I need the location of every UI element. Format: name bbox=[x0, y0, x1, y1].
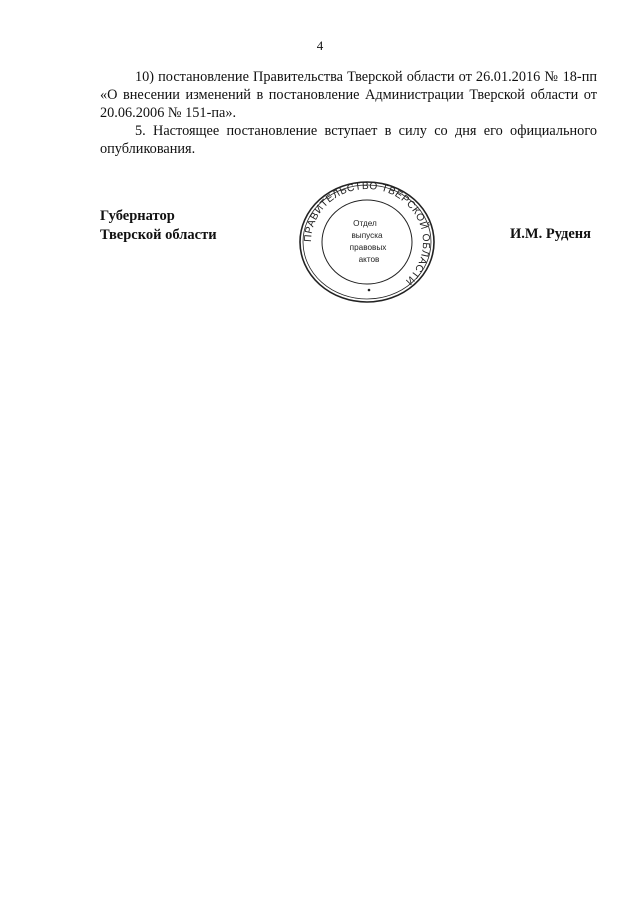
signature-title-line1: Губернатор bbox=[100, 208, 175, 224]
stamp-center-line-1: Отдел bbox=[353, 219, 377, 228]
stamp-text-ring bbox=[322, 200, 412, 284]
paragraph-item-10: 10) постановление Правительства Тверской области от 26.01.2016 № 18-пп «О внесении изменений в постановление Администрации Тверской области от 20.06.2006 № 151-па». bbox=[100, 69, 597, 121]
stamp-center-line-4: актов bbox=[358, 255, 380, 264]
stamp-center-line-3: правовых bbox=[349, 243, 387, 252]
signature-title-line2: Тверской области bbox=[100, 227, 217, 243]
signature-name: И.М. Руденя bbox=[510, 226, 592, 242]
paragraph-item-5: 5. Настоящее постановление вступает в силу со дня его официального опубликования. bbox=[100, 123, 597, 157]
page-number: 4 bbox=[316, 38, 324, 53]
official-stamp bbox=[297, 180, 437, 305]
stamp-dot bbox=[368, 289, 371, 292]
stamp-center-line-2: выпуска bbox=[351, 231, 383, 240]
signature-title bbox=[100, 207, 217, 245]
stamp-ring-text: ПРАВИТЕЛЬСТВО ТВЕРСКОЙ ОБЛАСТИ bbox=[302, 180, 432, 287]
